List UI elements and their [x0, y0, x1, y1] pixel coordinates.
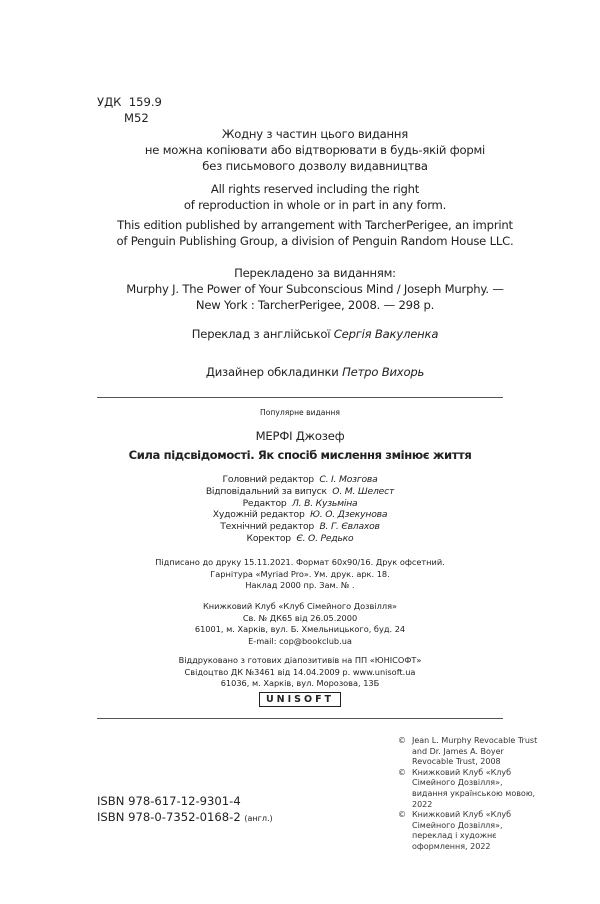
- rights-en: [110, 181, 520, 213]
- book-title: Сила підсвідомості. Як спосіб мислення змінює життя: [128, 448, 472, 462]
- source-line: Murphy J. The Power of Your Subconscious Mind / Joseph Murphy. —: [126, 282, 504, 296]
- source-line: New York : TarcherPerigee, 2008. — 298 p.: [195, 298, 435, 312]
- credit-line: Коректор Є. О. Редько: [246, 532, 354, 544]
- isbn-block: [97, 793, 273, 827]
- print-info-line: Наклад 2000 пр. Зам. № .: [245, 580, 355, 590]
- publisher-line: E-mail: cop@bookclub.ua: [248, 635, 352, 646]
- publisher-line: 61001, м. Харків, вул. Б. Хмельницького, буд. 24: [194, 624, 406, 634]
- credit-line: Редактор Л. В. Кузьміна: [242, 497, 358, 509]
- print-info-line: Гарнітура «Myriad Pro». Ум. друк. арк. 18.: [210, 568, 390, 579]
- edition-type: Популярне видання: [260, 408, 340, 417]
- divider-bottom: [97, 718, 503, 719]
- copyright-block: [398, 736, 538, 853]
- translator-label: Переклад з англійської: [191, 327, 331, 341]
- arrangement: [110, 217, 520, 249]
- cover-designer-name: Петро Вихорь: [342, 365, 425, 379]
- publisher: [97, 601, 503, 647]
- publisher-line: Книжковий Клуб «Клуб Сімейного Дозвілля»: [202, 601, 398, 611]
- rights-en-line: All rights reserved including the right: [210, 182, 420, 196]
- credit-line: Відповідальний за випуск О. М. Шелест: [205, 485, 395, 497]
- udk-code: 159.9: [128, 95, 162, 109]
- printer: [97, 655, 503, 707]
- book-author: МЕРФІ Джозеф: [255, 429, 345, 443]
- translator: [110, 326, 520, 342]
- source-line: Перекладено за виданням:: [234, 266, 396, 280]
- credit-line: Художній редактор Ю. О. Дзекунова: [212, 509, 388, 521]
- print-info-line: Підписано до друку 15.11.2021. Формат 60х90/16. Друк офсетний.: [155, 557, 445, 567]
- rights-ua-line: без письмового дозволу видавництва: [202, 159, 428, 173]
- author-mark: М52: [124, 111, 149, 125]
- arrangement-line: of Penguin Publishing Group, a division of Penguin Random House LLC.: [116, 234, 514, 248]
- divider-top: [97, 397, 503, 398]
- copyright-item: © Jean L. Murphy Revocable Trust and Dr. James A. Boyer Revocable Trust, 2008: [398, 736, 538, 767]
- printer-line: Свідоцтво ДК №3461 від 14.04.2009 р. www.unisoft.ua: [184, 666, 416, 677]
- credits: [97, 474, 503, 545]
- printer-line: Віддруковано з готових діапозитивів на ПП «ЮНІСОФТ»: [178, 655, 422, 665]
- isbn-ua: ISBN 978-617-12-9301-4: [97, 794, 241, 808]
- udk-block: [97, 94, 162, 126]
- source-edition: [110, 265, 520, 313]
- cover-designer: [110, 364, 520, 380]
- copyright-item: © Книжковий Клуб «Клуб Сімейного Дозвілля», переклад і художнє оформлення, 2022: [398, 810, 512, 851]
- translator-name: Сергія Вакуленка: [333, 327, 439, 341]
- udk-label: УДК: [97, 95, 122, 109]
- unisoft-logo: UNISOFT: [259, 692, 341, 707]
- printer-line: 61036, м. Харків, вул. Морозова, 13Б: [220, 678, 380, 688]
- isbn-en: ISBN 978-0-7352-0168-2 (англ.): [97, 810, 273, 824]
- cover-designer-label: Дизайнер обкладинки: [205, 365, 339, 379]
- credit-line: Головний редактор С. І. Мозгова: [222, 474, 378, 485]
- copyright-item: © Книжковий Клуб «Клуб Сімейного Дозвілля», видання українською мовою, 2022: [398, 767, 536, 809]
- publisher-line: Св. № ДК65 від 26.05.2000: [242, 612, 358, 623]
- rights-ua-line: не можна копіювати або відтворювати в будь-якій формі: [144, 143, 486, 157]
- print-info: [97, 557, 503, 592]
- credit-line: Технічний редактор В. Г. Євлахов: [220, 521, 380, 533]
- arrangement-line: This edition published by arrangement with TarcherPerigee, an imprint: [117, 218, 513, 232]
- rights-ua-line: Жодну з частин цього видання: [221, 127, 409, 141]
- rights-en-line: of reproduction in whole or in part in any form.: [183, 198, 447, 212]
- rights-ua: [110, 126, 520, 174]
